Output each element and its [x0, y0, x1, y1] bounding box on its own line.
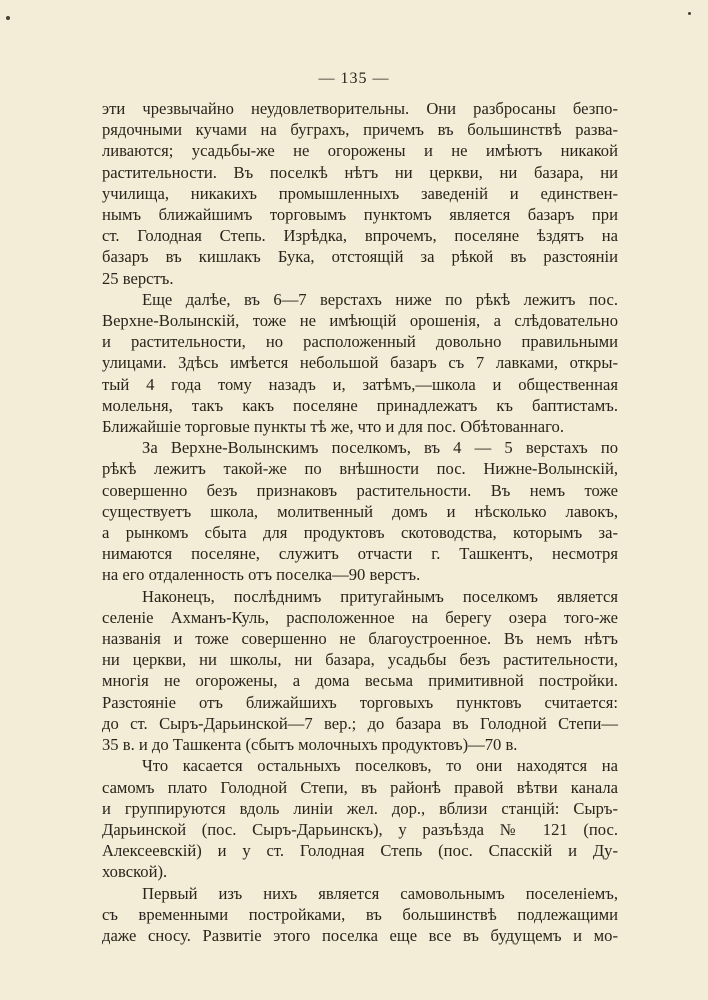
text-line: рядочными кучами на буграхъ, причемъ въ большинствѣ разва-: [102, 120, 618, 140]
text-line: Разстояніе отъ ближайшихъ торговыхъ пунктовъ считается:: [102, 692, 618, 712]
text-line: Первый изъ нихъ является самовольнымъ поселеніемъ,: [142, 883, 618, 903]
text-line: Наконецъ, послѣднимъ притугайнымъ поселкомъ является: [142, 586, 618, 606]
text-line: молельня, такъ какъ поселяне принадлежатъ къ баптистамъ.: [102, 395, 618, 415]
text-line: эти чрезвычайно неудовлетворительны. Они разбросаны безпо-: [102, 99, 618, 118]
text-line: училища, никакихъ промышленныхъ заведеній и единствен-: [102, 183, 618, 203]
text-line: съ временными постройками, въ большинствѣ подлежащими: [102, 904, 618, 924]
text-line: Верхне-Волынскій, тоже не имѣющій орошенія, а слѣдовательно: [102, 311, 618, 331]
text-line: рѣкѣ лежитъ такой-же по внѣшности пос. Нижне-Волынскій,: [102, 459, 618, 479]
text-line: ст. Голодная Степь. Изрѣдка, впрочемъ, поселяне ѣздятъ на: [102, 226, 618, 246]
ink-speck: [688, 12, 691, 15]
text-line: названія и тоже совершенно не благоустроенное. Въ немъ нѣтъ: [102, 629, 618, 649]
text-line: а рынкомъ сбыта для продуктовъ скотоводства, которымъ за-: [102, 523, 618, 543]
text-line: растительности. Въ поселкѣ нѣтъ ни церкви, ни базара, ни: [102, 162, 618, 182]
page-number: — 135 —: [318, 70, 390, 87]
ink-speck: [6, 16, 10, 20]
text-line: ни церкви, ни школы, ни базара, усадьбы безъ растительности,: [102, 650, 618, 670]
text-line: 25 верстъ.: [102, 268, 174, 288]
text-line: даже сносу. Развитіе этого поселка еще все въ будущемъ и мо-: [102, 925, 618, 945]
text-line: совершенно безъ признаковъ растительности. Въ немъ тоже: [102, 480, 618, 500]
text-line: до ст. Сыръ-Дарьинской—7 вер.; до базара въ Голодной Степи—: [102, 713, 618, 733]
text-line: Еще далѣе, въ 6—7 верстахъ ниже по рѣкѣ лежитъ пос.: [142, 289, 618, 309]
text-line: и растительности, но расположенный довольно правильными: [102, 332, 618, 352]
text-line: и группируются вдоль линіи жел. дор., вблизи станцій: Сыръ-: [102, 798, 618, 818]
text-line: нымъ ближайшимъ торговымъ пунктомъ является базаръ при: [102, 205, 618, 225]
text-line: существуетъ школа, молитвенный домъ и нѣсколько лавокъ,: [102, 501, 618, 521]
text-line: на его отдаленность отъ поселка—90 верстъ.: [102, 565, 421, 585]
text-line: Что касается остальныхъ поселковъ, то они находятся на: [142, 756, 618, 776]
text-line: селеніе Ахманъ-Куль, расположенное на берегу озера того-же: [102, 607, 618, 627]
text-line: многія не огорожены, а дома весьма примитивной постройки.: [102, 671, 618, 691]
text-line: ливаются; усадьбы-же не огорожены и не имѣютъ никакой: [102, 141, 618, 161]
text-line: ховской).: [102, 862, 168, 882]
text-line: Алексеевскій) и у ст. Голодная Степь (пос. Спасскій и Ду-: [102, 841, 618, 861]
text-line: Ближайшіе торговые пункты тѣ же, что и для пос. Обѣтованнаго.: [102, 417, 564, 437]
text-line: нимаются поселяне, служитъ отчасти г. Ташкентъ, несмотря: [102, 544, 618, 564]
text-line: тый 4 года тому назадъ и, затѣмъ,—школа и общественная: [102, 374, 618, 394]
body-text: [102, 98, 618, 946]
text-line: базаръ въ кишлакъ Бука, отстоящій за рѣкой въ разстояніи: [102, 247, 618, 267]
text-line: Дарьинской (пос. Сыръ-Дарьинскъ), у разъѣзда № 121 (пос.: [102, 819, 618, 839]
text-line: 35 в. и до Ташкента (сбытъ молочныхъ продуктовъ)—70 в.: [102, 735, 518, 755]
text-line: самомъ плато Голодной Степи, въ районѣ правой вѣтви канала: [102, 777, 618, 797]
text-line: улицами. Здѣсь имѣется небольшой базаръ съ 7 лавками, откры-: [102, 353, 618, 373]
text-line: За Верхне-Волынскимъ поселкомъ, въ 4 — 5 верстахъ по: [142, 438, 618, 458]
